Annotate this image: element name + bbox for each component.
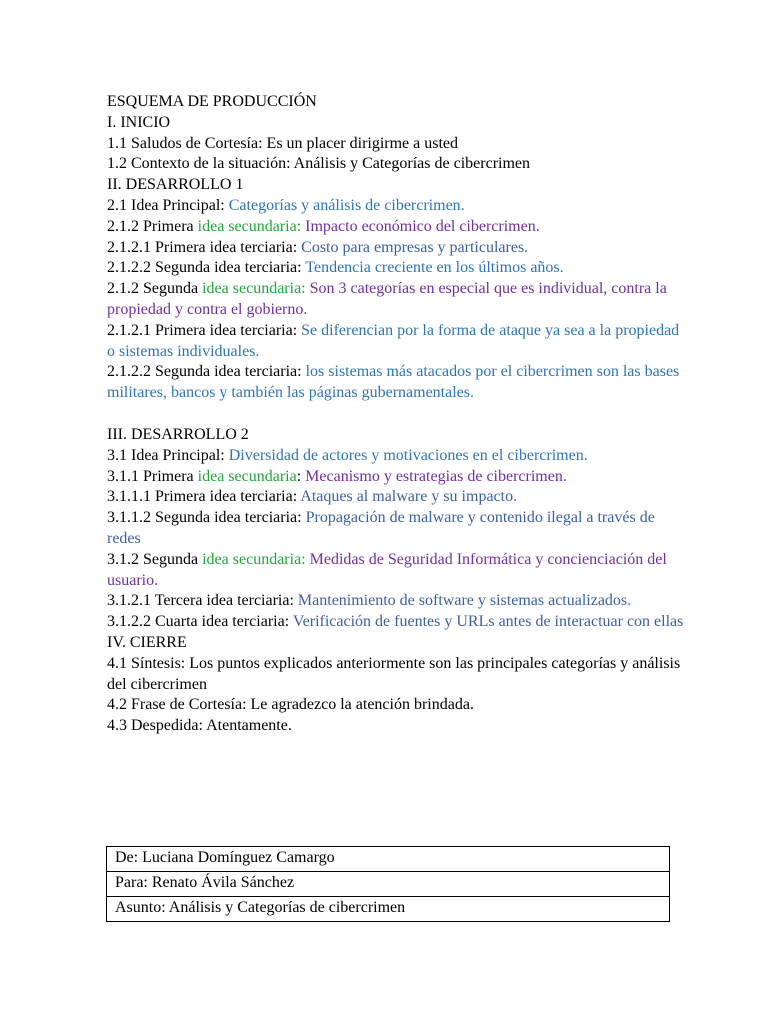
document-body [107, 92, 687, 737]
d1-tertiary-4-label: 2.1.2.2 Segunda idea terciaria: [107, 363, 306, 381]
inicio-line-2: 1.2 Contexto de la situación: Análisis y Categorías de cibercrimen [107, 155, 531, 173]
memo-subject: Asunto: Análisis y Categorías de cibercrimen [107, 897, 670, 922]
section-heading-inicio: I. INICIO [107, 113, 171, 131]
d2-tertiary-3-text: Mantenimiento de software y sistemas actualizados. [297, 592, 632, 610]
d1-secondary-2-prefix: 2.1.2 Segunda [107, 280, 203, 298]
d1-tertiary-2-label: 2.1.2.2 Segunda idea terciaria: [107, 259, 306, 277]
section-heading-desarrollo-2: III. DESARROLLO 2 [107, 425, 249, 443]
d2-secondary-2-prefix: 3.1.2 Segunda [107, 550, 203, 568]
d2-tertiary-4 [107, 612, 687, 633]
d2-tertiary-1 [107, 487, 687, 508]
d2-secondary-1-text: Mecanismo y estrategias de cibercrimen. [305, 467, 567, 485]
d2-tertiary-1-text: Ataques al malware y su impacto. [300, 488, 518, 506]
d1-secondary-1-prefix: 2.1.2 Primera [107, 217, 198, 235]
table-row [107, 847, 670, 872]
d2-secondary-1-prefix: 3.1.1 Primera [107, 467, 198, 485]
d1-secondary-2-text: Son 3 categorías en especial que es individual, contra la propiedad y contra el gobierno. [107, 280, 667, 318]
d1-secondary-1-label: idea secundaria: [197, 217, 306, 235]
d2-secondary-2 [107, 550, 687, 592]
d2-secondary-1 [107, 467, 687, 488]
d1-tertiary-1-text: Costo para empresas y particulares. [301, 238, 529, 256]
d2-tertiary-3 [107, 591, 687, 612]
d1-tertiary-2 [107, 258, 687, 279]
d1-tertiary-1 [107, 238, 687, 259]
d2-tertiary-4-label: 3.1.2.2 Cuarta idea terciaria: [107, 613, 293, 631]
section-heading-desarrollo-1: II. DESARROLLO 1 [107, 176, 244, 194]
d1-secondary-1 [107, 217, 687, 238]
inicio-line-1: 1.1 Saludos de Cortesía: Es un placer dirigirme a usted [107, 134, 459, 152]
d1-tertiary-1-label: 2.1.2.1 Primera idea terciaria: [107, 238, 302, 256]
memo-from: De: Luciana Domínguez Camargo [107, 847, 670, 872]
d2-tertiary-2-label: 3.1.1.2 Segunda idea terciaria: [107, 509, 306, 527]
d2-tertiary-3-label: 3.1.2.1 Tercera idea terciaria: [107, 592, 298, 610]
blank-line [107, 404, 687, 425]
d2-main-idea-label: 3.1 Idea Principal: [107, 446, 229, 464]
d2-secondary-1-label: idea secundaria [197, 467, 297, 485]
d1-main-idea-label: 2.1 Idea Principal: [107, 196, 229, 214]
d1-tertiary-3-text: Se diferencian por la forma de ataque ya sea a la propiedad o sistemas individuales. [107, 321, 680, 360]
d1-tertiary-3-label: 2.1.2.1 Primera idea terciaria: [107, 321, 302, 339]
d2-tertiary-2-text: Propagación de malware y contenido ilegal a través de redes [107, 509, 655, 547]
d1-main-idea-text: Categorías y análisis de cibercrimen. [228, 196, 465, 214]
d2-main-idea-text: Diversidad de actores y motivaciones en el cibercrimen. [228, 446, 588, 464]
section-heading-cierre: IV. CIERRE [107, 633, 187, 651]
d1-tertiary-4-text: los sistemas más atacados por el cibercrimen son las bases militares, bancos y también las páginas gubernamentales. [107, 363, 680, 402]
d1-tertiary-2-text: Tendencia creciente en los últimos años. [305, 259, 564, 277]
d2-main-idea [107, 446, 687, 467]
d1-tertiary-4 [107, 362, 687, 404]
d2-secondary-1-colon: : [296, 467, 306, 485]
table-row [107, 897, 670, 922]
d1-main-idea [107, 196, 687, 217]
table-row [107, 872, 670, 897]
cierre-line-2: 4.2 Frase de Cortesía: Le agradezco la atención brindada. [107, 696, 474, 714]
d2-tertiary-4-text: Verificación de fuentes y URLs antes de interactuar con ellas [292, 613, 684, 631]
document-title: ESQUEMA DE PRODUCCIÓN [107, 93, 317, 110]
d1-secondary-1-text: Impacto económico del cibercrimen. [305, 217, 540, 235]
d2-secondary-2-text: Medidas de Seguridad Informática y concienciación del usuario. [107, 550, 667, 589]
d1-secondary-2-label: idea secundaria: [202, 280, 310, 298]
d2-secondary-2-label: idea secundaria: [202, 550, 310, 568]
cierre-line-1: 4.1 Síntesis: Los puntos explicados anteriormente son las principales categorías y análisis del cibercrimen [107, 654, 681, 693]
cierre-line-3: 4.3 Despedida: Atentamente. [107, 717, 292, 735]
d1-secondary-2 [107, 279, 687, 321]
memo-to: Para: Renato Ávila Sánchez [107, 872, 670, 897]
d2-tertiary-1-label: 3.1.1.1 Primera idea terciaria: [107, 488, 301, 506]
d1-tertiary-3 [107, 321, 687, 363]
d2-tertiary-2 [107, 508, 687, 550]
memo-info-table [106, 846, 670, 922]
